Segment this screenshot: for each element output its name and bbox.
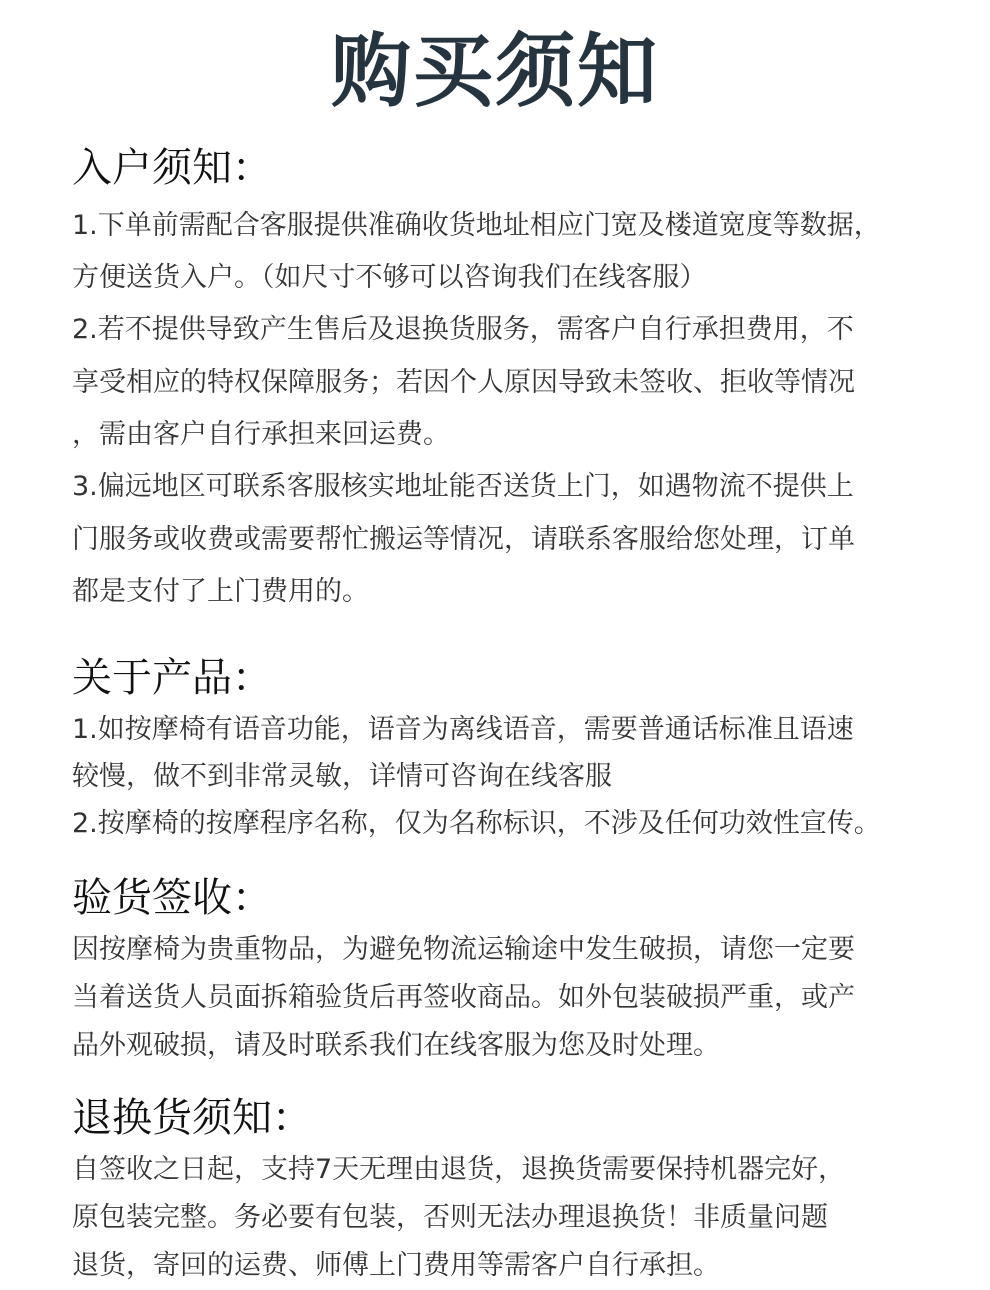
delivery-paragraph-2 [72, 304, 962, 462]
text-line: 享受相应的特权保障服务；若因个人原因导致未签收、拒收等情况 [72, 366, 855, 398]
text-line: 门服务或收费或需要帮忙搬运等情况，请联系客服给您处理，订单 [72, 523, 855, 555]
text-line: 都是支付了上门费用的。 [72, 576, 369, 607]
returns-paragraph [72, 1146, 962, 1290]
text-line: 1.下单前需配合客服提供准确收货地址相应门宽及楼道宽度等数据， [72, 210, 881, 241]
section-heading-product: 关于产品： [72, 655, 272, 701]
section-heading-delivery: 入户须知： [72, 145, 272, 191]
text-line: ，需由客户自行承担来回运费。 [72, 419, 450, 450]
text-line: 自签收之日起，支持7天无理由退货，退换货需要保持机器完好， [72, 1154, 846, 1185]
section-heading-inspection: 验货签收： [72, 875, 272, 921]
product-paragraph-2 [72, 800, 962, 847]
inspection-paragraph [72, 926, 962, 1070]
text-line: 3.偏远地区可联系客服核实地址能否送货上门，如遇物流不提供上 [72, 471, 854, 502]
section-heading-returns: 退换货须知： [72, 1095, 312, 1141]
product-paragraph-1 [72, 706, 962, 800]
text-line: 退货，寄回的运费、师傅上门费用等需客户自行承担。 [72, 1250, 720, 1281]
text-line: 原包装完整。务必要有包装，否则无法办理退换货！非质量问题 [72, 1202, 828, 1233]
delivery-paragraph-3 [72, 461, 962, 619]
page-title: 购买须知 [331, 25, 659, 118]
text-line: 2.若不提供导致产生售后及退换货服务，需客户自行承担费用，不 [72, 314, 854, 345]
text-line: 较慢，做不到非常灵敏，详情可咨询在线客服 [72, 761, 612, 792]
text-line: 1.如按摩椅有语音功能，语音为离线语音，需要普通话标准且语速 [72, 714, 854, 745]
text-line: 当着送货人员面拆箱验货后再签收商品。如外包装破损严重，或产 [72, 982, 855, 1013]
text-line: 品外观破损，请及时联系我们在线客服为您及时处理。 [72, 1030, 720, 1061]
text-line: 方便送货入户。（如尺寸不够可以咨询我们在线客服） [72, 262, 707, 293]
delivery-paragraph-1 [72, 200, 962, 304]
text-line: 因按摩椅为贵重物品，为避免物流运输途中发生破损，请您一定要 [72, 934, 855, 965]
text-line: 2.按摩椅的按摩程序名称，仅为名称标识，不涉及任何功效性宣传。 [72, 808, 881, 839]
